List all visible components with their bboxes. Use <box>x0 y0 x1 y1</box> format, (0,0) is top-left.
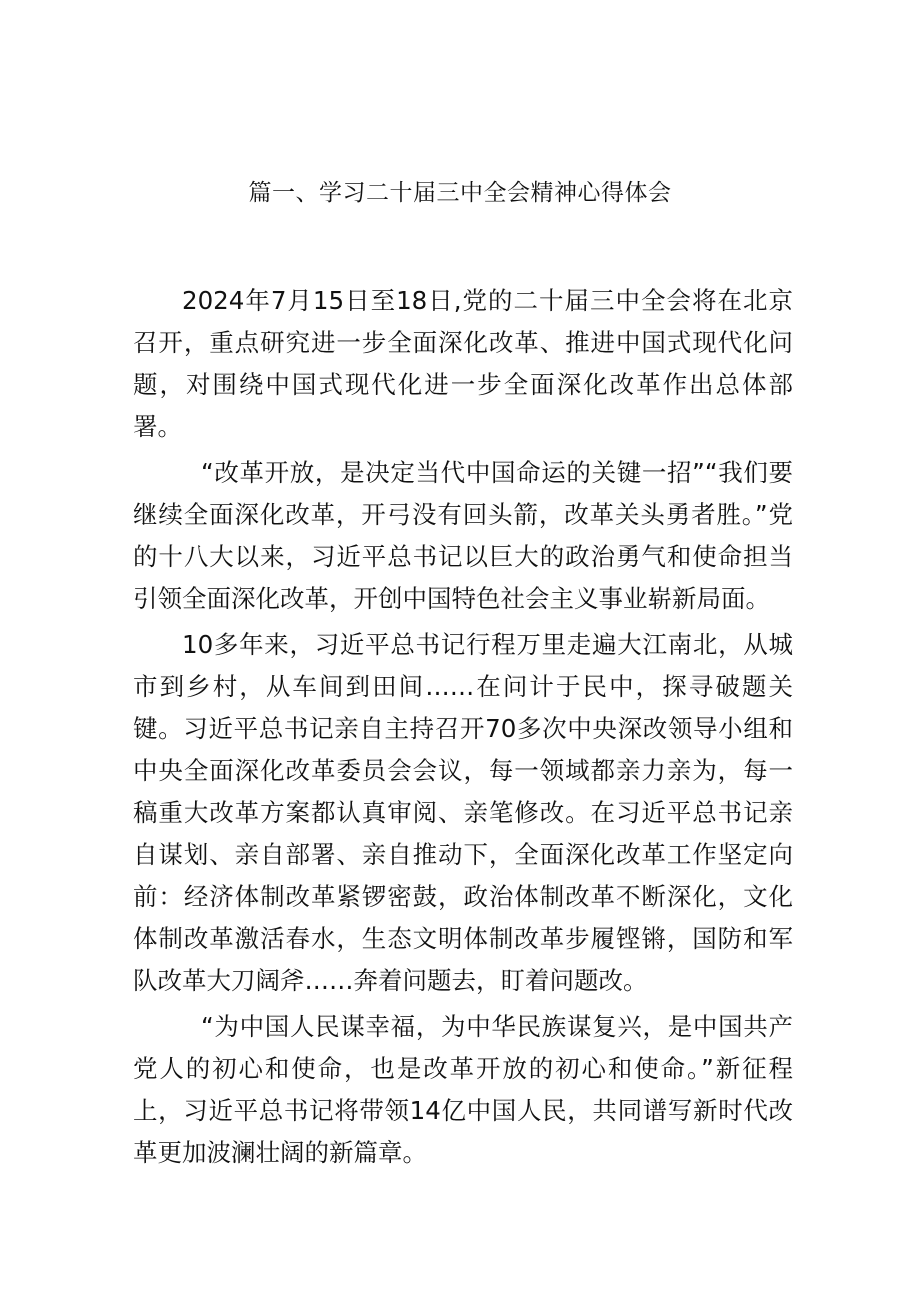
paragraph-4: “为中国人民谋幸福，为中华民族谋复兴，是中国共产党人的初心和使命，也是改革开放的初心和使命。”新征程上，习近平总书记将带领14亿中国人民，共同谱写新时代改革更加波澜壮阔的新篇章。 <box>133 1012 793 1167</box>
paragraph-2: “改革开放，是决定当代中国命运的关键一招”“我们要继续全面深化改革，开弓没有回头箭，改革关头勇者胜。”党的十八大以来，习近平总书记以巨大的政治勇气和使命担当引领全面深化改革，开创中国特色社会主义事业崭新局面。 <box>133 458 793 613</box>
paragraph-1: 2024年7月15日至18日,党的二十届三中全会将在北京召开，重点研究进一步全面深化改革、推进中国式现代化问题，对围绕中国式现代化进一步全面深化改革作出总体部署。 <box>133 286 793 441</box>
document-title: 篇一、学习二十届三中全会精神心得体会 <box>248 180 672 206</box>
document-body <box>133 280 793 1178</box>
paragraph-3: 10多年来，习近平总书记行程万里走遍大江南北，从城市到乡村，从车间到田间……在问计于民中，探寻破题关键。习近平总书记亲自主持召开70多次中央深改领导小组和中央全面深化改革委员会会议，每一领域都亲力亲为，每一稿重大改革方案都认真审阅、亲笔修改。在习近平总书记亲自谋划、亲自部署、亲自推动下，全面深化改革工作坚定向前：经济体制改革紧锣密鼓，政治体制改革不断深化，文化体制改革激活春水，生态文明体制改革步履铿锵，国防和军队改革大刀阔斧……奔着问题去，盯着问题改。 <box>133 630 793 995</box>
